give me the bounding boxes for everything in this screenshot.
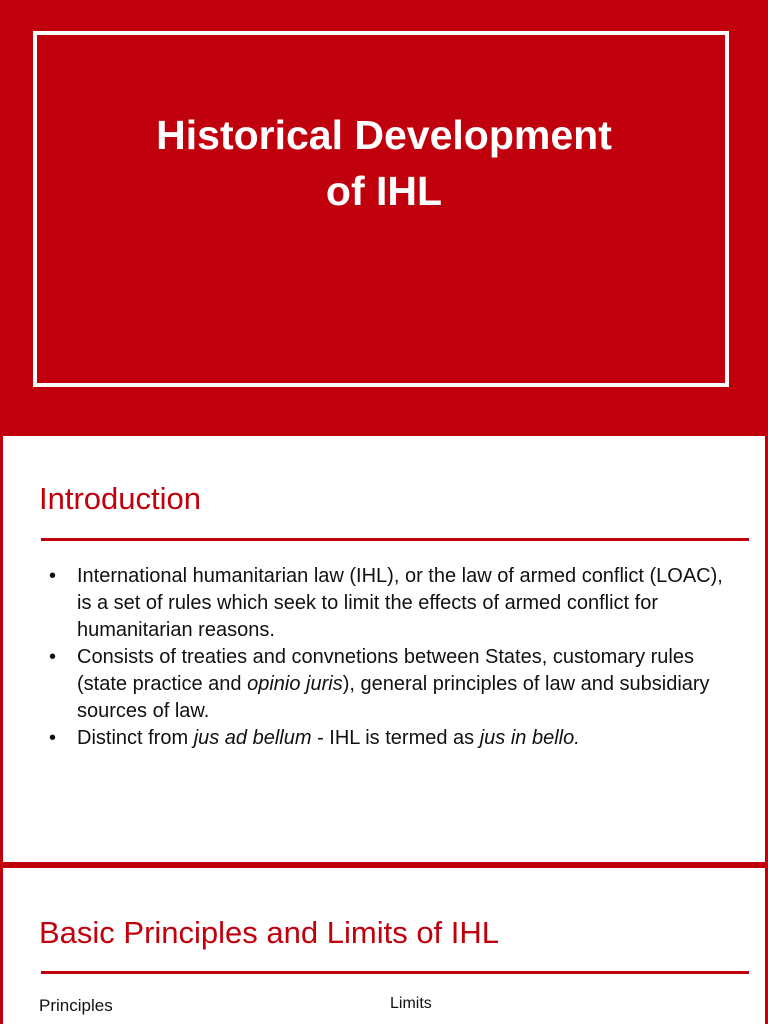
slide-title-line-1: Historical Development (156, 112, 612, 159)
bullet-text: Distinct from (77, 727, 194, 749)
bullet-text: Consists of treaties and convnetions between States, customary rules (state practice and (77, 646, 694, 695)
bullet-item (43, 644, 733, 725)
introduction-heading: Introduction (39, 481, 201, 516)
heading-divider (41, 538, 749, 541)
bullet-text-italic: jus ad bellum (193, 727, 312, 749)
principles-column-label: Principles (39, 996, 113, 1015)
introduction-slide (3, 436, 765, 862)
bullet-dot: • (49, 646, 57, 668)
bullet-text: ), general principles of law and subsidiary sources of law. (77, 673, 710, 722)
principles-heading: Basic Principles and Limits of IHL (39, 915, 500, 950)
slide-title (0, 107, 768, 219)
bullet-dot: • (49, 565, 57, 587)
bullet-item (43, 725, 733, 752)
heading-divider (41, 971, 749, 974)
bullet-dot: • (49, 727, 57, 749)
bullet-item (43, 563, 733, 644)
bullet-text-italic: opinio juris (247, 673, 343, 695)
introduction-bullet-list (43, 563, 733, 752)
limits-column-label: Limits (390, 995, 432, 1012)
bullet-text: - IHL is termed as (311, 727, 480, 749)
slide-title-line-2: of IHL (325, 168, 443, 215)
bullet-text: International humanitarian law (IHL), or the law of armed conflict (LOAC), is a set of rules which seek to limit the effects of armed conflict for humanitarian reasons. (77, 565, 723, 641)
principles-slide (3, 868, 765, 1024)
title-slide (0, 0, 768, 432)
bullet-text-italic: jus in bello. (479, 727, 580, 749)
